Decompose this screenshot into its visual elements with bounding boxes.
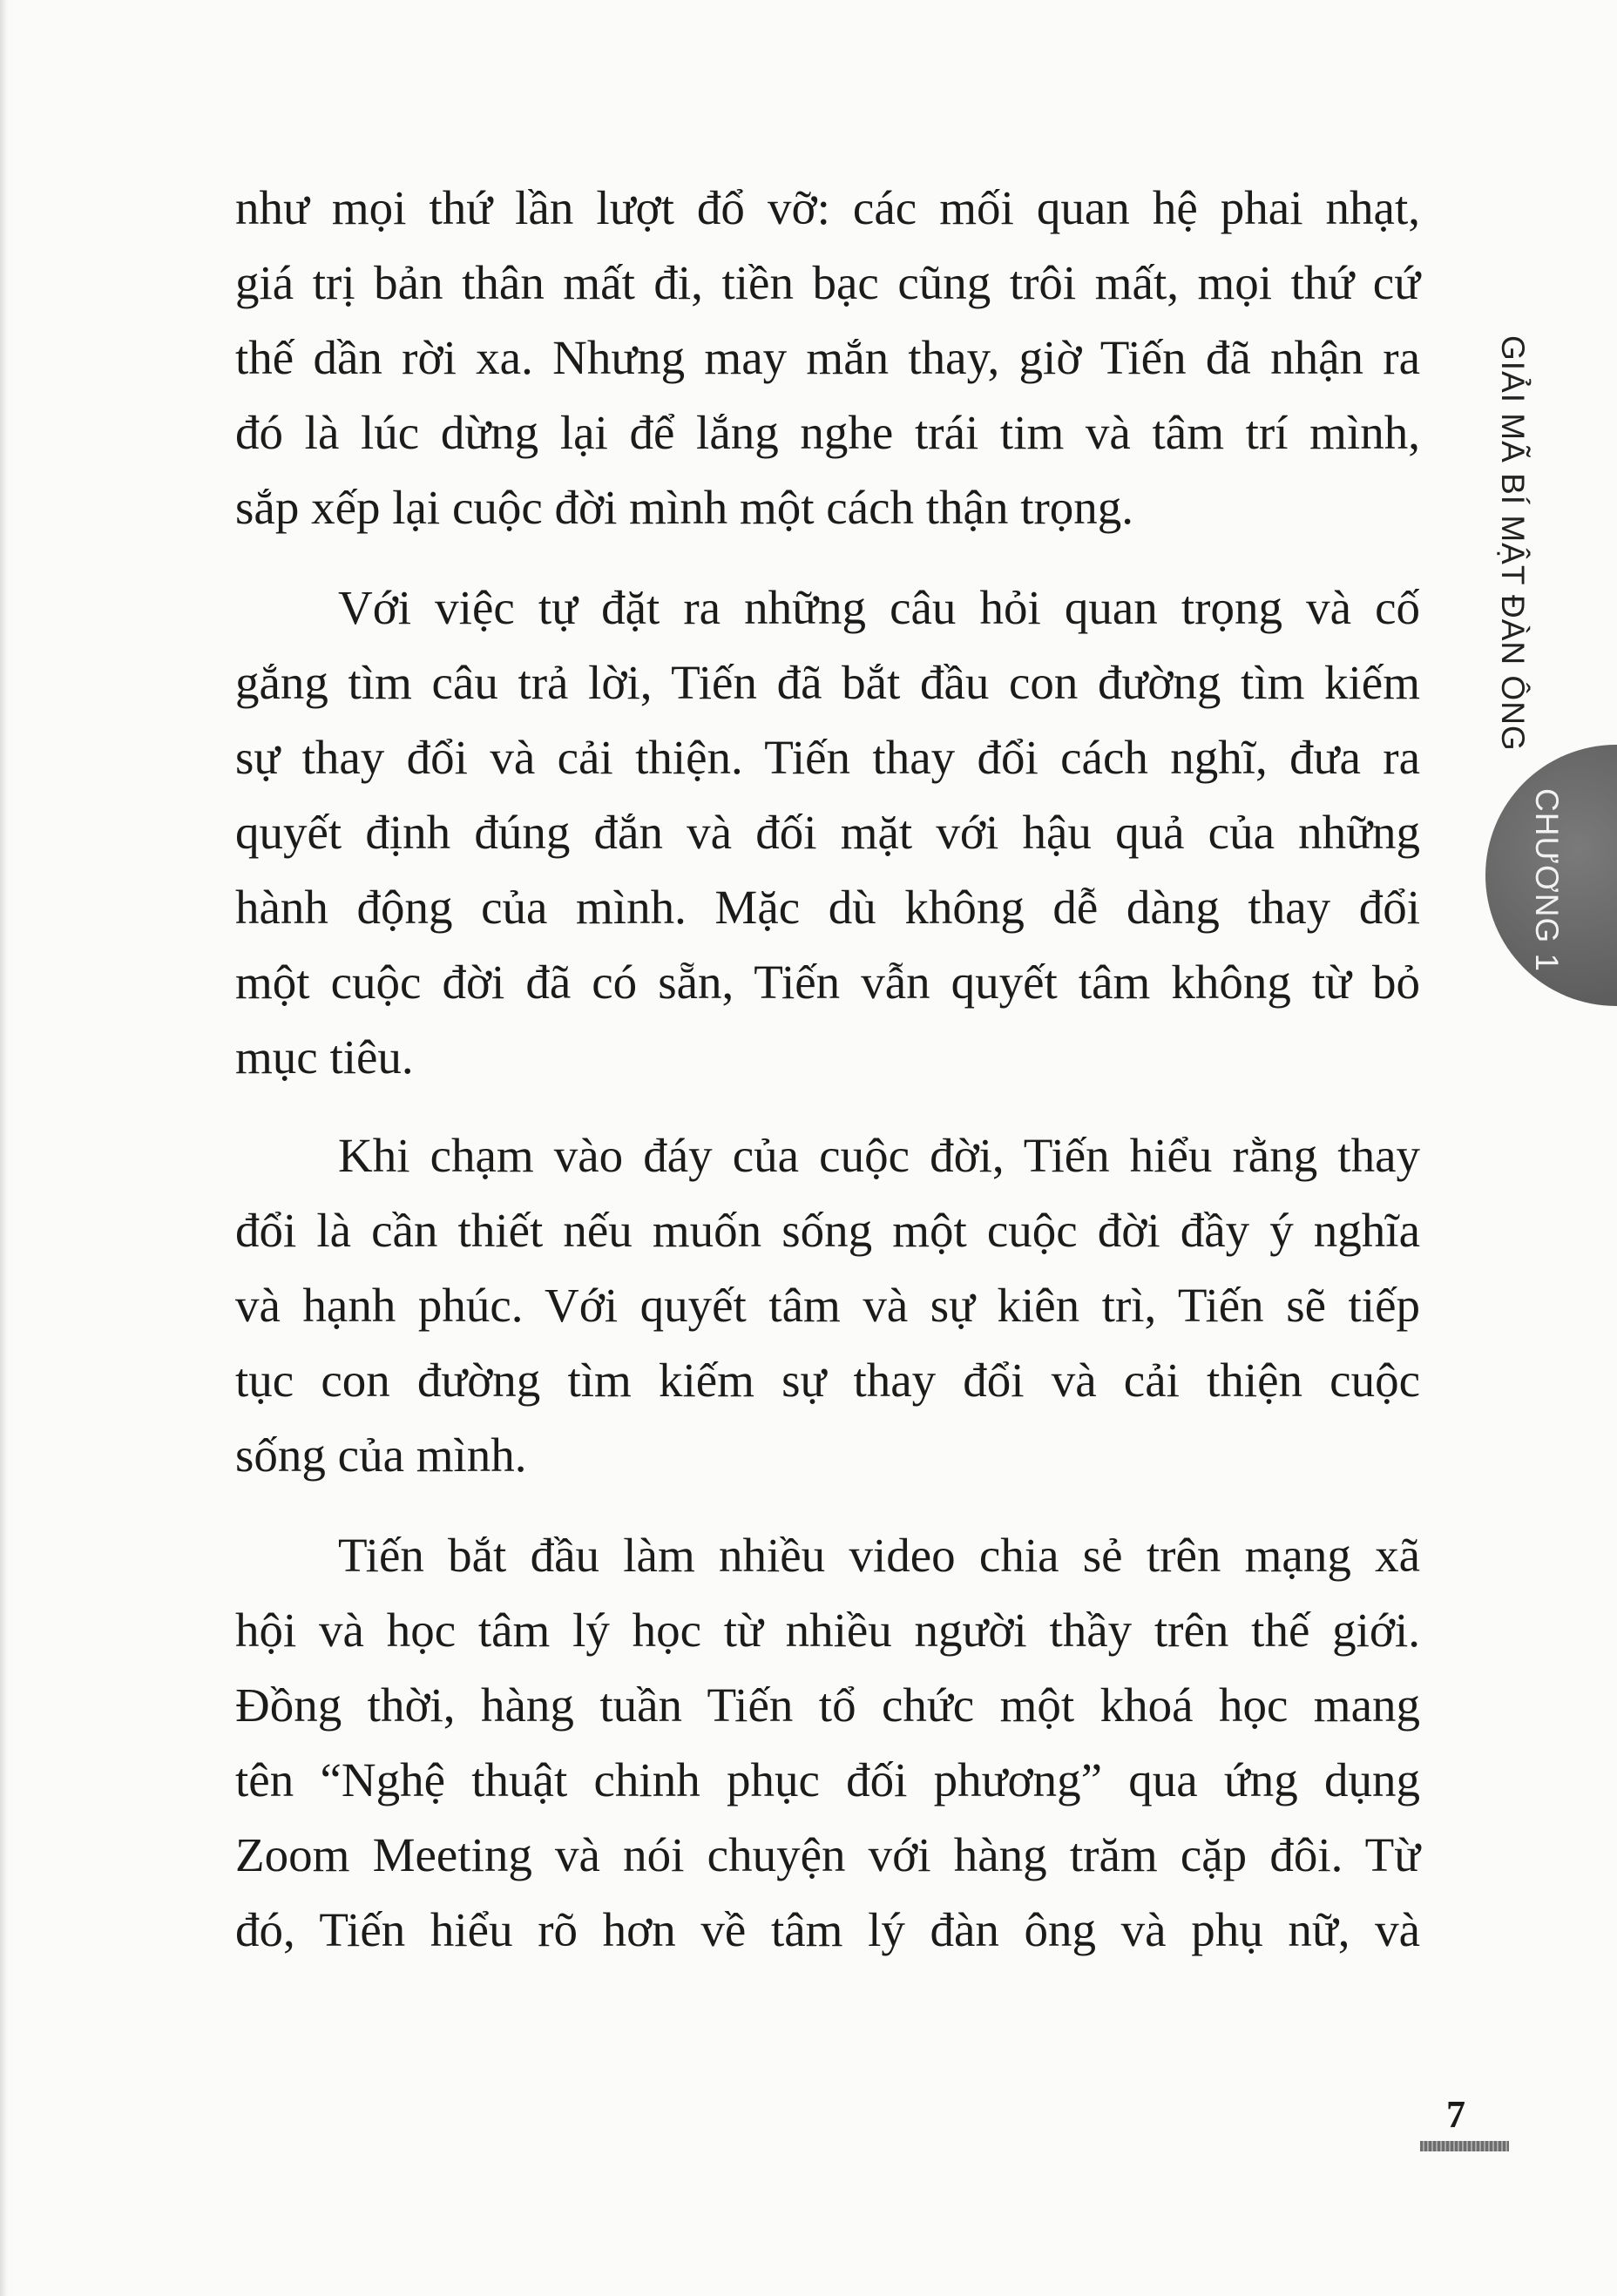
text-line: Zoom Meeting và nói chuyện với hàng trăm cặp đôi. Từ — [235, 1828, 1420, 1881]
running-title-text: GIẢI MÃ BÍ MẬT ĐÀN ÔNG — [1495, 335, 1531, 752]
text-line: Tiến bắt đầu làm nhiều video chia sẻ trên mạng xã — [338, 1529, 1420, 1582]
text-line: đó, Tiến hiểu rõ hơn về tâm lý đàn ông và phụ nữ, và — [235, 1903, 1420, 1956]
text-line: hội và học tâm lý học từ nhiều người thầy trên thế giới. — [235, 1604, 1420, 1657]
text-line: thế dần rời xa. Nhưng may mắn thay, giờ Tiến đã nhận ra — [235, 331, 1420, 384]
text-line: đó là lúc dừng lại để lắng nghe trái tim và tâm trí mình, — [235, 406, 1420, 459]
chapter-tab-text: CHƯƠNG 1 — [1529, 788, 1565, 973]
text-line: tên “Nghệ thuật chinh phục đối phương” qua ứng dụng — [235, 1753, 1420, 1806]
text-line: tục con đường tìm kiếm sự thay đổi và cải thiện cuộc — [235, 1354, 1420, 1407]
page-number-rule — [1420, 2141, 1509, 2151]
text-line: giá trị bản thân mất đi, tiền bạc cũng trôi mất, mọi thứ cứ — [235, 256, 1420, 309]
page-number: 7 — [1446, 2093, 1465, 2136]
text-line: sự thay đổi và cải thiện. Tiến thay đổi cách nghĩ, đưa ra — [235, 731, 1420, 784]
text-line: đổi là cần thiết nếu muốn sống một cuộc đời đầy ý nghĩa — [235, 1204, 1420, 1257]
text-line: sống của mình. — [235, 1428, 527, 1482]
text-line: mục tiêu. — [235, 1030, 414, 1084]
text-line: quyết định đúng đắn và đối mặt với hậu quả của những — [235, 806, 1420, 859]
text-line: sắp xếp lại cuộc đời mình một cách thận trọng. — [235, 481, 1134, 534]
text-line: Khi chạm vào đáy của cuộc đời, Tiến hiểu rằng thay — [338, 1129, 1420, 1182]
text-line: gắng tìm câu trả lời, Tiến đã bắt đầu con đường tìm kiếm — [235, 656, 1420, 709]
text-line: Đồng thời, hàng tuần Tiến tổ chức một khoá học mang — [235, 1678, 1420, 1732]
text-line: và hạnh phúc. Với quyết tâm và sự kiên trì, Tiến sẽ tiếp — [235, 1279, 1420, 1332]
text-line: hành động của mình. Mặc dù không dễ dàng thay đổi — [235, 881, 1420, 934]
text-line: Với việc tự đặt ra những câu hỏi quan trọng và cố — [338, 581, 1420, 634]
page-edge-shadow — [0, 0, 9, 2296]
text-line: như mọi thứ lần lượt đổ vỡ: các mối quan hệ phai nhạt, — [235, 181, 1420, 234]
text-line: một cuộc đời đã có sẵn, Tiến vẫn quyết tâm không từ bỏ — [235, 956, 1420, 1009]
